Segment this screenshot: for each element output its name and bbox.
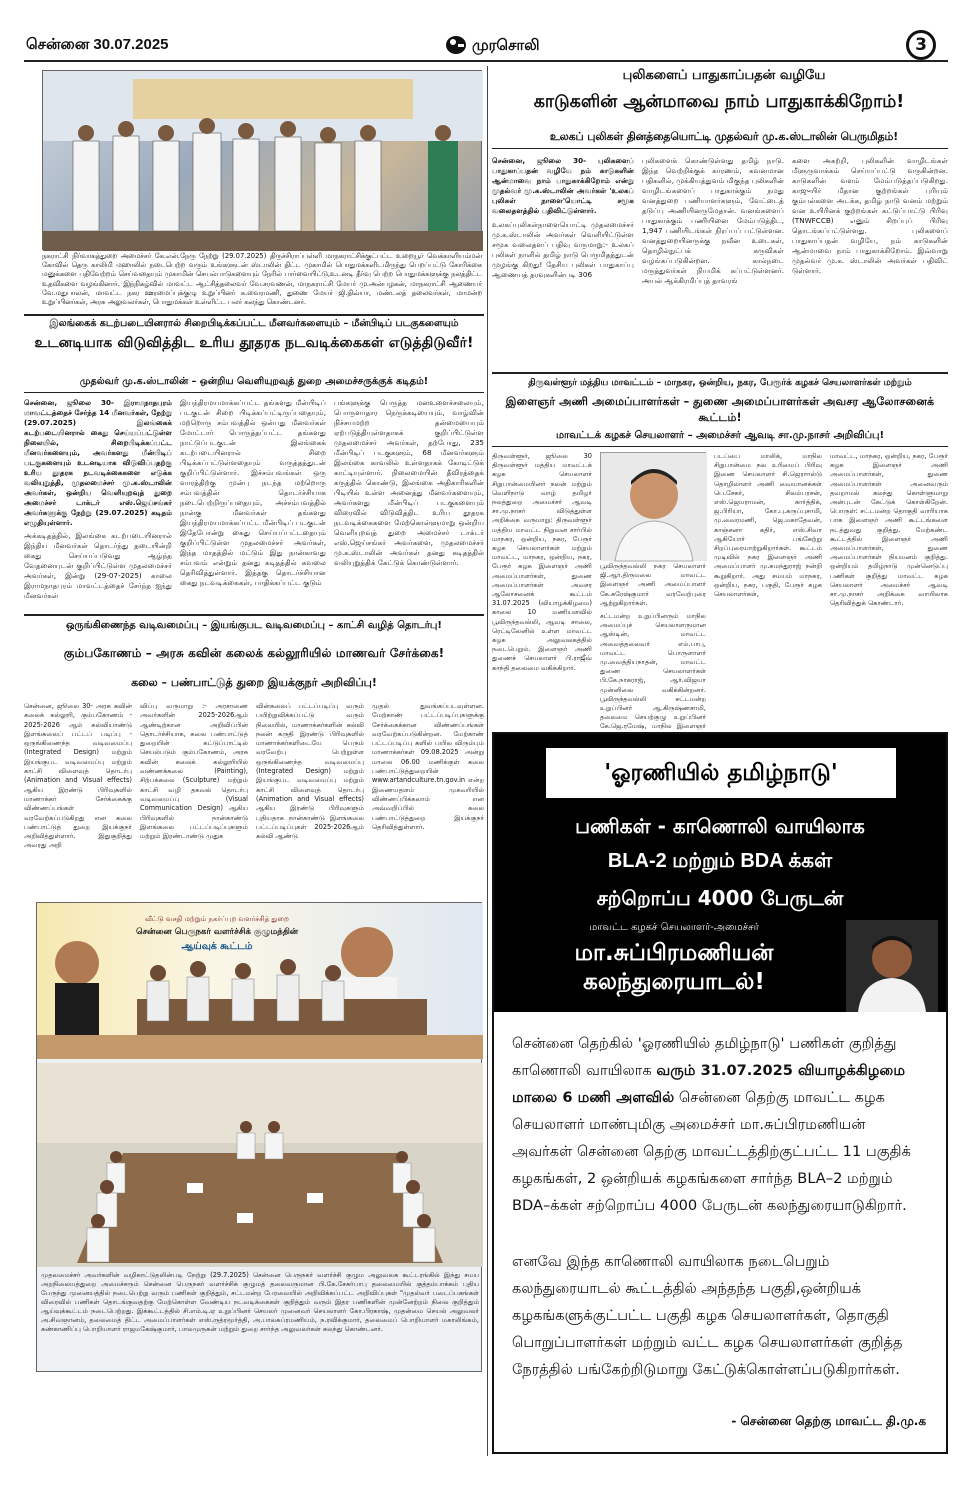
tiger-col1-body: உலகப்புலிகள்நாளையொட்டி முதலமைச்சர் மு.க.ஸ்டாலின் அவர்கள் வெளியிட்டுள்ள சமூக வலைதளப் பதிவு வருமாறு:- உலகப் புலிகள் நாளில் தமிழ் நாடு பெருமிதத்துடன் முழங்கு கிறது! தேசிய புலிகள் பாதுகாப்பு ஆணையத் தரவுகளின்படி 306: [492, 220, 634, 279]
advert-box: [492, 732, 948, 1454]
tiger-col3: களை அகற்றி, புலிகளின் வாழிடங்கள் மீளுருவாக்கம் செய்யப்பட்டு வருகின்றன. காடுகளின் வளம் மேம்படுத்தப்படுகிறது. காஜுயிர் மீதான குற்றங்கள் புரியும் கும்பல்களை அடக்க, தமிழ் நாடு வனம் மற்றும் வன உயிரினக் குற்றங்கள் கட்டுப்பாட்டு பிரிவு (TNWFCCB) எனும் சிறப்புப் பிரிவு தொடங்கப்பட்டுள்ளது. புலிகளைப் பாதுகாப்பதன் வழியே, நம் காடுகளின் ஆன்மாவை நாம் பாதுகாக்கிறோம். இவ்வாறு முதல்வர் மு.க. ஸ்டாலின் அவர்கள் பதிவிட் டுள்ளார்.: [792, 156, 948, 275]
masthead-rule: [24, 60, 948, 62]
meeting-photo-top-illustration: [37, 903, 483, 1059]
advert-line2: BLA-2 மற்றும் BDA க்கள்: [607, 850, 833, 872]
advert-header: [494, 734, 946, 1012]
meeting-col4: மாவட்ட, மாநகர, ஒன்றிய, நகர, பேரூர் கழக இளைஞர் அணி அமைப்பாளர்கள், துணை அமைப்பாளர்கள் அனைவரும் தவறாமல் கலந்து கொள்ளுமாறு அன்புடன் கேட்டுக் கொள்கிறேன். பொருள்: சட்டமன்ற தொகுதி வாரியாக பாக இளைஞர் அணி கூட்டங்களை நடத்துவது குறித்து. மேற்கண்ட கூட்டத்தில் இளைஞர் அணி அமைப்பாளர்கள், துணை அமைப்பாளர்கள் நியமனம் குறித்து. ஒன்றியம் தமிழ்நாடு முன்னெடுப்பு பணிகள் குறித்து மாவட்ட கழக செயலாளர் அமைச்சர் ஆவடி சா.மு.நாசர் அறிக்கை வாயிலாக தெரிவித்துக் கொண்டார்.: [830, 452, 948, 608]
college-subhead: கலை – பண்பாட்டுத் துறை இயக்குநர் அறிவிப்பு!: [131, 676, 377, 689]
meeting-rule: [492, 446, 948, 447]
tiger-lead: சென்னை, ஜூலை 30- புலிகளைப் பாதுகாப்பதன் வழியே நம் காடுகளின் ஆன்மாவை நாம் பாதுகாக்கிறோம் என்று முதல்வர் மு.க.ஸ்டாலின் அவர்கள் 'உலகப் புலிகள் நாளை'யொட்டி சமூக வலைதளத்தில் பதிவிட்டுள்ளார்.: [492, 156, 634, 215]
meeting-col2: சட்டமன்ற உறுப்பினரும் மாநில அமைப்புச் செயலாளருமான ஆஸ்டின், மாவட்ட அவைத்தலைவர் எம்.பாபு, மாவட்ட பொருளாளர் மு.வைத்தியநாதன், மாவட்ட துணை செயலாளர்கள் பி.கே.நாகராஜ், ஆர்.விஜயா முன்னிலை வகிக்கின்றனர். பூவிருந்தவல்லி சட்டமன்ற உறுப்பினர் ஆ.கிருஷ்ணசாமி, தலைமை செயற்குழு உறுப்பினர் கே.ஜெ.ரமேஷ், மாநில இளைஞர்: [600, 612, 706, 731]
fishermen-col3: பங்களுக்கு பெருத்த மனஉளைச்சலையும், பொருளாதார நெருக்கடியையும், வாழ்வின் நிச்சயமற்ற தன்மையையும் ஏற்படுத்தியுள்ளதாகக் குறிப்பிட்டுள்ள முதலமைச்சர் அவர்கள், தற்போது, 235 மீன்பிடிப் படகுகளும், 68 மீனவர்களும் இலங்கை காவலில் உள்ளதாகக் கோடிட்டுக் காட்டியுள்ளார். நிலைமையின் தீவிரத்தைக் கருத்தில் கொண்டு, இலங்கை அதிகாரிகளின் பிடியில் உள்ள அனைத்து மீனவர்களையும், அவர்களது மீன்பிடிப் படகுகளையும் விரைவில் விடுவித்திட உரிய தூதரக நடவடிக்கைகளை மேற்கொள்ளுமாறு ஒன்றிய வெளியுறவுத் துறை அமைச்சர் டாக்டர் எஸ்.ஜெய்சங்கர் அவர்களை, முதலமைச்சர் மு.க.ஸ்டாலின் அவர்கள் தனது கடிதத்தில் வலியுறுத்திக் கேட்டுக் கொண்டுள்ளார்.: [334, 398, 484, 567]
banner-line1: வீட்டு வசதி மற்றும் நகர்ப்புற வளர்ச்சித் துறை: [145, 915, 289, 923]
event-photo-minister: [42, 70, 482, 250]
advert-title-box: [546, 748, 896, 798]
meeting-photos: [36, 902, 482, 1372]
advert-title: 'ஓரணியில் தமிழ்நாடு': [604, 760, 838, 786]
tiger-kicker: புலிகளைப் பாதுகாப்பதன் வழியே: [622, 68, 826, 83]
banner-line2: சென்னை பெருநகர் வளர்ச்சிக் குழுமத்தின்: [135, 927, 299, 937]
college-top-rule: [24, 614, 484, 616]
portrait-caption: பூவிருந்தவல்லி நகர செயலாளர் ஜி.ஆர்.திருமலை மாவட்ட இளைஞர் அணி அமைப்பாளர் கே.சுரேஷ்குமார் வரவேற்புரை ஆற்றுகிறார்கள்.: [600, 562, 706, 607]
meeting-photo-caption: முதலமைச்சர் அவர்களின் வழிகாட்டுதலின்படி நேற்று (29.7.2025) சென்னை பெருநகர் வளர்ச்சி குழும அலுவலக கூட்டரங்கில் இந்து சமய அறநிலையத்துறை அமைச்சரும் சென்னை பெருநகர் வளர்ச்சிக் குழுமத் தலைவருமான பி.கே.சேகர்பாபு தலைமையில் குத்தம்பாக்கம் புதிய பேருந்து முனையத்தில் நடைபெற்று வரும் பணிகள் குறித்தும், சட்டமன்ற பேரவையில் அறிவிக்கப்பட்ட அறிவிப்புகள் "முதல்வர் படைப்பகங்கள் விரைவில் பணிகள் தொடங்குவதற்கு மேற்கொள்ள வேண்டிய நடவடிக்கைகள் குறித்தும் வரும் இதர பணிகளின் முன்னேற்றம் நிலை குறித்தும் ஆய்வுக்கூட்டம் நடைபெற்றது. இக்கூட்டத்தில் சி.எம்.டி.ஏ உறுப்பினர் செயலர் முனைவர் செயலாளர் கோ.பிரகாஷ், முதன்மை செயல் அலுவலர் அ.சிவஞானம், தலைமைத் திட்ட அமைப்பாளர்கள் எஸ்.ருத்ரமூர்த்தி, அ.பாலசுப்ரமணியம், ந.ரவிக்குமார், தலைமைப் பொறியாளர் மகாலிங்கம், கண்காணிப்பு பொறியாளர் ராஜமகேஷ்குமார், பாலமுருகன் மற்றும் துறை சார்ந்த அலுவலர்கள் கலந்து கொண்டனர்.: [41, 1271, 479, 1333]
masthead: [0, 0, 972, 64]
advert-line3: சற்றொப்ப 4000 பேருடன்: [596, 886, 844, 910]
advert-para1-bold: வரும் 31.07.2025 வியாழக்கிழமை மாலை 6 மணி அளவில்: [512, 1062, 906, 1106]
page-number: 3: [915, 35, 927, 55]
fishermen-col1-body: அக்கடிதத்தில், இலங்கை கடற்படையினரால் இந்திய மீனவர்கள் தொடர்ந்து தடையின்றி கைது செய்யப்படுவது ஆழ்ந்த வேதனையுடன் குறிப்பிட்டுள்ள முதலமைச்சர் அவர்கள், இன்று (29-07-2025) காலை இராமநாதபுரம் மாவட்டத்தைச் சேர்ந்த ஐந்து மீனவர்கள்: [24, 531, 172, 600]
fishermen-subhead: முதல்வர் மு.க.ஸ்டாலின் – ஒன்றிய வெளியுறவுத் துறை அமைச்சருக்குக் கடிதம்!: [79, 376, 429, 387]
advert-speaker-role: மாவட்ட கழகச் செயலாளர்-அமைச்சர்: [589, 922, 759, 933]
meeting-col1: திருவள்ளூர், ஜூலை 30 திருவள்ளூர் மத்திய மாவட்டக் கழக செயலாளர் சிறுபான்மையினர் நலன் மற்றும் வெளிநாடு வாழ் தமிழர் நலத்துறை அமைச்சர் ஆவடி சா.மு.நாசர் விடுத்துள்ள அறிக்கை வருமாறு: திருவள்ளூர் மத்திய மாவட்ட நிறுவன சார்பில் மாநகர, ஒன்றிய, நகர, பேரூர் கழக செயலாளர்கள் மற்றும் மாவட்ட, மாநகர, ஒன்றிய, நகர, பேரூர் கழக இளைஞர் அணி அமைப்பாளர்கள், துணை அமைப்பாளர்கள் அவசர ஆலோசனைக் கூட்டம் 31.07.2025 (வியாழக்கிழமை) காலை 10 மணியளவில் பூவிருந்தவல்லி, ஆவடி சாலை, ரெட்டிலேனில் உள்ள மாவட்ட கழக அலுவலகத்தில் நடைபெறும். இளைஞர் அணி துணைச் செயலாளர் பி.ராஜீவ் காந்தி தலைமை வகிக்கிறார்.: [492, 452, 592, 672]
meeting-photo-bottom: [37, 1063, 483, 1267]
fishermen-col2: இயந்திரமயமாக்கப்பட்ட தங்களது மீன்பிடிப் படகுடன் சிறை பிடிக்கப்பட்டிருப்பதையும், மற்றொரு சம்பவத்தில் ஒன்பது மீனவர்கள் மோட்டார் பொருத்தப்பட்ட தங்களது நாட்டுப்படகுடன் இலங்கைக் கடற்படையினரால் சிறை பிடிக்கப்பட்டுள்ளதையும் வருத்தத்துடன் குறிப்பிட்டுள்ளார். இச்சம்பவங்கள் ஒரு வாரத்திற்கு முன்பு நடந்த மற்றொரு சம்பவத்தின் தொடர்ச்சியாக நடைபெற்றிருப்பதையும், அச்சம்பவத்தில் நான்கு மீனவர்கள் தங்களது இயந்திரமயமாக்கப்பட்ட மீன்பிடிப் படகுடன் இதேபோன்று கைது செய்யப்பட்டதையும் குறிப்பிட்டுள்ள முதலமைச்சர் அவர்கள், இந்த மாதத்தில் மட்டும் இது நான்காவது சம்பவம் என்றும் தனது கடிதத்தில் கவலை தெரிவித்துள்ளார். இத்தகு தொடர்ச்சியான கைது நடவடிக்கைகள், பாதிக்கப்பட்ட குடும்: [180, 398, 326, 587]
advert-signature: - சென்னை தெற்கு மாவட்ட தி.மு.க: [731, 1414, 926, 1428]
person-portrait-icon: [601, 453, 707, 561]
fishermen-col1: [24, 398, 172, 610]
advert-para2: எனவே இந்த காணொலி வாயிலாக நடைபெறும் கலந்துரையாடல் கூட்டத்தில் அந்தந்த பகுதி,ஒன்றியக் கழகங்களுக்குட்பட்ட பகுதி கழக செயலாளர்கள், தொகுதி பொறுப்பாளர்கள் மற்றும் வட்ட கழக செயலாளர்கள் குறித்த நேரத்தில் பங்கேற்றிடுமாறு கேட்டுக்கொள்ளப்படுகிறார்கள்.: [512, 1253, 903, 1378]
fishermen-headline: உடனடியாக விடுவித்திட உரிய தூதரக நடவடிக்கைகள் எடுத்திடுவீர்!: [34, 335, 474, 351]
masthead-date: சென்னை 30.07.2025: [26, 36, 169, 53]
fishermen-kicker: இலங்கைக் கடற்படையினரால் சிறைபிடிக்கப்பட்ட மீனவர்களையும் – மீன்பிடிப் படகுகளையும்: [49, 318, 459, 329]
college-col2: விப்பு வருமாறு :- அரசாணை அவர்களின் 2025-2026ஆம் ஆண்டிற்கான அறிவிப்பின் தொடர்ச்சியாக, கலை பண்பாட்டுத் துறையின் கட்டுப்பாட்டில் செயல்படும் கும்பகோணம், அரசு கவின் கலைக் கல்லூரியில் வண்ணக்கலை (Painting), சிற்பக்கலை (Sculpture) மற்றும் காட்சி வழி தகவல் தொடர்பு வடிவமைப்பு (Visual Communication Design) ஆகிய பிரிவுகளில் நான்காண்டு இளங்கலை பட்டப்படிப்புகளும் மற்றும் இரண்டாண்டு முதுக: [140, 702, 248, 841]
speaker-portrait-icon: [846, 920, 938, 1012]
center-column-rule: [487, 66, 488, 1456]
advert-para1-a: சென்னை தெற்கில் 'ஓரணியில் தமிழ்நாடு' பணிகள் குறித்து காணொலி வாயிலாக: [512, 1035, 897, 1079]
meeting-photo-bottom-illustration: [37, 1063, 483, 1267]
advert-speaker-panel: [524, 922, 824, 1004]
tiger-col1: [492, 156, 634, 366]
meeting-col3: படப்பை மாலிக், மாநில சிறுபான்மை நல உரிமைப் பிரிவு இணை செயலாளர் சி.ஜெராால்டு தொழிலாளர் அணி வையானக்கள் பெ.சேகர், சிலம்பரசன், எஸ்.ஜெயராமன், கார்த்திக், ஜ.பிரியா, கோ.பு.கருப்புசாமி, மு.வைரமணி, ஜெ.மகாதேவன், காஞ்சனா கதிர், எஸ்.சிவா ஆகியோர் பங்கேற்று சிறப்புரையாற்றுகிறார்கள். கூட்டம் முடிவில் நகர இளைஞர் அணி அமைப்பாளர் மு.சுமந்துராஜ் நன்றி கூறுகிறார். அது சமயம் மாநகர, ஒன்றிய, நகர, பகுதி, பேரூர் கழக செயலாளர்கள்,: [714, 452, 822, 599]
event-photo-caption: நகராட்சி நிர்வாகத்துறை அமைச்சர் கே.என்.நேரு நேற்று (29.07.2025) திருச்சிராப்பள்ளி மாநகராட்சிக்குட்பட்ட உறையூர் வெக்காளியம்மன் கோவில் தெரு காலிமி மஹாலில் நடைபெற்ற வரும் உங்களுடன் ஸ்டாலின் திட்ட முகாமில் பொதுமக்களிடமிருந்து பெறப்பட்டு கோரிக்கை மனுக்களை பதிவேற்றம் செய்வதையும் முகாமின் செயல்பாடுகளையும் நேரில் பார்வையிட்டு,உடனடி தீர்வு பெற்ற பொதுமக்களுக்கு நலத்திட்ட உதவிகளை வழங்கினார். இந்நிகழ்வில் மாவட்ட ஆட்சித்தலைவர் வே.சரவணன், மாநகராட்சி மேயர் மு.அன்பழகன், மாநகராட்சி ஆணையர் வே.மதுபாலன், மாவட்ட நகர ஊரமைப்புக்குழு உறுப்பினர் க.வைரமணி, துணை மேயர் ஜி.திவ்யா, மண்டலத் தலைவர்கள், மாமன்ற உறுப்பினர்கள், அரசு அலுவலர்கள், பொதுமக்கள் உள்ளிட்ட பலர் கலந்து கொண்டனர்.: [42, 252, 482, 307]
college-col3: வின்கலைப் பட்டப்படிப்பு வரும் பயிற்றுவிக்கப்பட்டு வரும் நிலையில், மாணாக்கர்களின் கல்வி நலன் கருதி இரண்டு பிரிவுகளில் மாணாக்கர்களிடையே பெரும் வரவேற்பு பெற்றுள்ள ஒருங்கிணைந்த வடிவமைப்பு (Integrated Design) மற்றும் இயங்குபட வடிவமைப்பு மற்றும் காட்சி விளைவுத் தொடர்பு (Animation and Visual effects) ஆகிய இரண்டு பிரிவுகளும் புதியதாக நான்காண்டு இளங்கலை பட்டப்படிப்புகள் 2025-2026ஆம் கல்வி ஆண்டு: [256, 702, 364, 841]
advert-speaker-name: மா.சுப்பிரமணியன்: [574, 940, 774, 966]
college-kicker: ஒருங்கிணைந்த வடிவமைப்பு – இயங்குபட வடிவமைப்பு – காட்சி வழித் தொடர்பு!: [66, 620, 442, 631]
page-number-badge: [906, 30, 936, 60]
portrait-nasar: [600, 452, 706, 560]
college-headline: கும்பகோணம் – அரசு கவின் கலைக் கல்லூரியில் மாணவர் சேர்க்கை!: [63, 646, 445, 660]
masthead-paper-name: முரசொலி: [472, 36, 540, 54]
masthead-logo-icon: [444, 34, 468, 56]
fishermen-top-rule: [24, 314, 484, 316]
tiger-subhead: உலகப் புலிகள் தினத்தையொட்டி முதல்வர் மு.க.ஸ்டாலின் பெருமிதம்!: [549, 130, 899, 143]
meeting-photo-top: [37, 903, 483, 1059]
college-col1: சென்னை, ஜூலை 30- அரசு கவின் கலைக் கல்லூரி, கும்பகோணம் - 2025-2026 ஆம் கல்வியாண்டு இளங்கலைப் பட்டப் படிப்பு - ஒருங்கிணைந்த வடிவமைப்பு (Integrated Design) மற்றும் இயங்குபட வடிவமைப்பு மற்றும் காட்சி விளைவுத் தொடர்பு (Animation and Visual effects) ஆகிய இரண்டு பிரிவுகளில் மாணாக்கர் சேர்க்கைக்கு விண்ணப்பங்கள் வரவேற்கப்படுகிறது என கலை பண்பாட்டுத் துறை இயக்குநர் அறிவித்துள்ளார். இதுகுறித்து அவரது அறி: [24, 702, 132, 850]
meeting-headline: இளைஞர் அணி அமைப்பாளர்கள் – துணை அமைப்பாளர்கள் அவசர ஆலோசனைக் கூட்டம்!: [505, 395, 935, 424]
banner-line3: ஆய்வுக் கூட்டம்: [181, 941, 253, 952]
advert-speaker-photo: [846, 920, 938, 1012]
advert-para1-b: சென்னை தெற்கு மாவட்ட கழக செயலாளர் மாண்புமிகு அமைச்சர் மா.சுப்பிரமணியன் அவர்கள் சென்னை தெற்கு மாவட்டத்திற்குட்பட்ட 11 பகுதிக் கழகங்கள், 2 ஒன்றியக் கழகங்களை சார்ந்த BLA–2 மற்றும் BDA–க்கள் சற்றொப்ப 4000 பேருடன் கலந்துரையாடுகிறார்.: [512, 1089, 911, 1214]
college-col4: முதல் துவங்கப்படவுள்ளன. மேற்காண் பட்டப்படிப்புகளுக்கு சேர்க்கைக்கான விண்ணப்பங்கள் வரவேற்கப்படுகின்றன. மேற்காண் பட்டப்படிப்பு களில் பயில விரும்பும் மாணாக்கர்கள் 09.08.2025 அன்று மாலை 06.00 மணிக்குள் கலை பண்பாட்டுத்துறையின் www.artandculture.tn.gov.in என்ற இணையதளம் முகவரியில் விண்ணப்பிக்கலாம் என அவ்வறிப்பில் கலை பண்பாட்டுத்துறை இயக்குநர் தெரிவித்துள்ளார்.: [372, 702, 484, 831]
tiger-headline: காடுகளின் ஆன்மாவை நாம் பாதுகாக்கிறோம்!: [533, 92, 905, 112]
event-photo-illustration: [43, 71, 483, 251]
meeting-top-rule: [492, 372, 948, 374]
advert-para1: [512, 1030, 930, 1219]
advert-event-name: கலந்துரையாடல்!: [583, 969, 765, 995]
meeting-kicker: திருவள்ளூர் மத்திய மாவட்டம் – மாநகர, ஒன்றிய, நகர, பேரூர்க் கழகச் செயலாளர்கள் மற்றும்: [528, 378, 912, 388]
tiger-rule: [492, 148, 948, 149]
advert-line1: பணிகள் - காணொலி வாயிலாக: [575, 814, 865, 838]
meeting-subhead: மாவட்டக் கழகச் செயலாளர் – அமைச்சர் ஆவடி சா.மு.நாசர் அறிவிப்பு!: [555, 430, 885, 441]
fishermen-lead: சென்னை, ஜூலை 30- இராமநாதபுரம் மாவட்டத்தைச் சேர்ந்த 14 மீனவர்கள், நேற்று (29.07.2025) இலங்கைக் கடற்படையினரால் கைது செய்யப்பட்டுள்ள நிலையில், சிறைபிடிக்கப்பட்ட மீனவர்களையும், அவர்களது மீன்பிடிப் படகுகளையும் உடனடியாக விடுவிப்பதற்கு உரிய தூதரக நடவடிக்கைகளை எடுக்க வலியுறுத்தி, முதலமைச்சர் மு.க.ஸ்டாலின் அவர்கள், ஒன்றிய வெளியுறவுத் துறை அமைச்சர் டாக்டர் எஸ்.ஜெய்சங்கர் அவர்களுக்கு நேற்று (29.07.2025) கடிதம் எழுதியுள்ளார்.: [24, 398, 172, 527]
tiger-col2: புலிகளைக் கொண்டுள்ளது தமிழ் நாடு. இந்த வெற்றிக்குக் காரணம், கவனமான பதிகளில், முக்கியத்துவம் மிகுந்த புலிகளின் வாழிடங்களைப் பாதுகாக்கும் நமது வனத்துறை பணியாளர்களும், வேட்டைத் தடுப்பு அணியினருமேதான். வனங்களைப் பாதுகாக்கும் பணியினை மேம்படுத்திட, 1,947 பணியிடங்கள் நிரப்பப் பட்டுள்ளன. வனத்துறையினருக்கு நவீன உடைகள், தொழில்நுட்பக் கருவிகள் வழங்கப்படுகின்றன. கால்நடை மருத்துவர்கள் நியமிக் கப்பட்டுள்ளனர். அயல் ஆக்கிரமிப்புத் தாவரங்: [642, 156, 784, 285]
fishermen-rule: [24, 392, 484, 393]
